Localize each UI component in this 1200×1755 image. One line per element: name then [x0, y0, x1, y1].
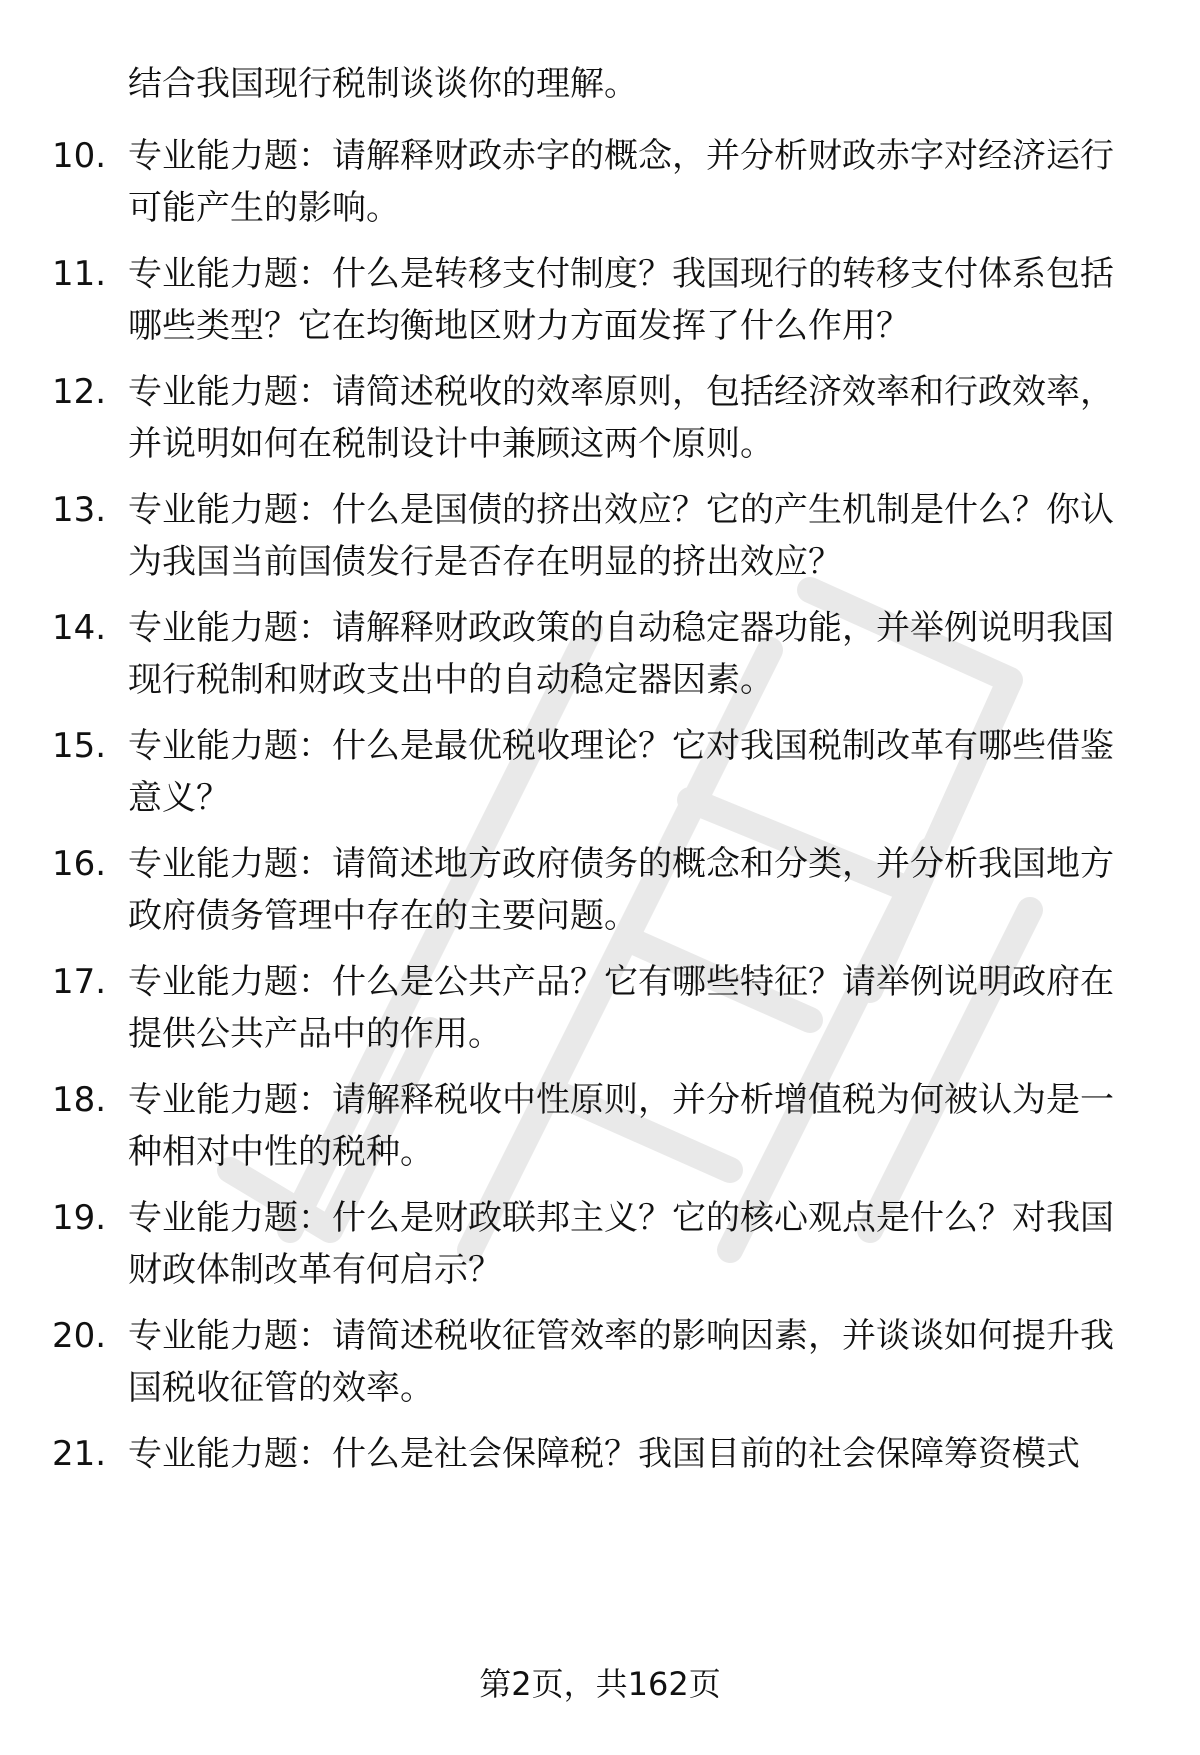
question-number: 14.: [52, 608, 107, 648]
question-number: 15.: [52, 726, 107, 766]
question-number: 20.: [52, 1316, 107, 1356]
question-number: 10.: [52, 136, 107, 176]
question-text: 专业能力题：请简述税收征管效率的影响因素，并谈谈如何提升我国税收征管的效率。: [128, 1316, 1114, 1408]
question-text: 专业能力题：什么是国债的挤出效应？它的产生机制是什么？你认为我国当前国债发行是否存在明显的挤出效应？: [128, 490, 1114, 582]
question-text: 专业能力题：请解释税收中性原则，并分析增值税为何被认为是一种相对中性的税种。: [128, 1080, 1114, 1172]
question-number: 19.: [52, 1198, 107, 1238]
question-text: 专业能力题：请简述地方政府债务的概念和分类，并分析我国地方政府债务管理中存在的主要问题。: [128, 844, 1114, 936]
page-footer: 第2页，共162页: [479, 1665, 721, 1703]
question-number: 18.: [52, 1080, 107, 1120]
question-text: 专业能力题：请解释财政赤字的概念，并分析财政赤字对经济运行可能产生的影响。: [128, 136, 1114, 228]
question-number: 17.: [52, 962, 107, 1002]
question-number: 11.: [52, 254, 107, 294]
question-number: 16.: [52, 844, 107, 884]
question-text: 专业能力题：请解释财政政策的自动稳定器功能，并举例说明我国现行税制和财政支出中的自动稳定器因素。: [128, 608, 1114, 700]
question-text: 专业能力题：什么是公共产品？它有哪些特征？请举例说明政府在提供公共产品中的作用。: [128, 962, 1114, 1054]
question-text: 专业能力题：什么是转移支付制度？我国现行的转移支付体系包括哪些类型？它在均衡地区财力方面发挥了什么作用？: [128, 254, 1114, 346]
question-number: 21.: [52, 1434, 107, 1474]
question-number: 13.: [52, 490, 107, 530]
question-text: 专业能力题：什么是最优税收理论？它对我国税制改革有哪些借鉴意义？: [128, 726, 1114, 818]
question-text: 专业能力题：什么是社会保障税？我国目前的社会保障筹资模式: [128, 1434, 1080, 1474]
question-number: 12.: [52, 372, 107, 412]
question-text: 专业能力题：请简述税收的效率原则，包括经济效率和行政效率，并说明如何在税制设计中兼顾这两个原则。: [128, 372, 1114, 464]
question-text: 专业能力题：什么是财政联邦主义？它的核心观点是什么？对我国财政体制改革有何启示？: [128, 1198, 1114, 1290]
continuation-text: 结合我国现行税制谈谈你的理解。: [128, 64, 638, 104]
